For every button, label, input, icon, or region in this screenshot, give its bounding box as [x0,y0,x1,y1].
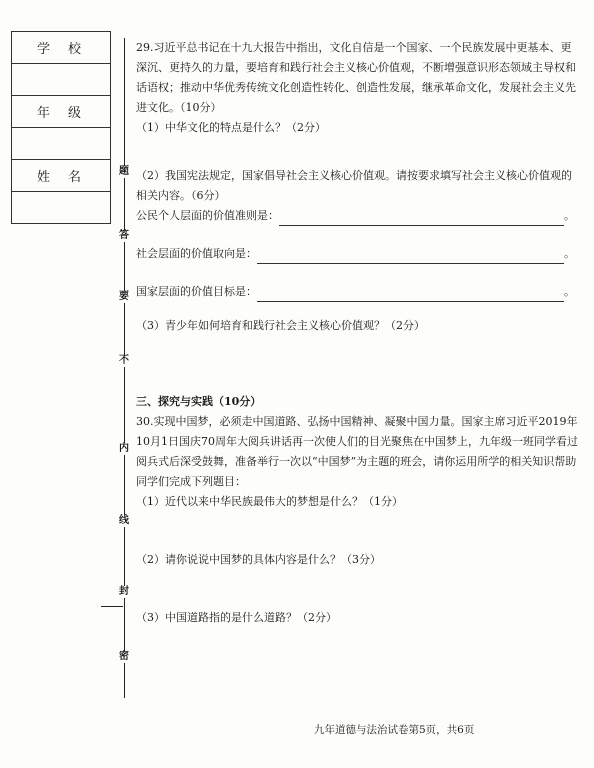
section3-title: 三、探究与实践（10分） [136,395,262,408]
grade-label: 年级 [12,96,111,128]
q29-sub1: （1）中华文化的特点是什么？（2分） [136,121,326,134]
question-content [136,38,581,628]
page-footer: 九年道德与法治试卷第5页，共6页 [314,724,475,736]
binding-char: 封 [111,586,137,598]
q29-fill2-label: 社会层面的价值取向是： [136,247,257,260]
school-field[interactable] [12,64,111,96]
binding-char: 答 [111,230,137,242]
q29-fill3-end: 。 [564,285,575,298]
name-label: 姓名 [12,160,111,192]
q29-sub3: （3）青少年如何培育和践行社会主义核心价值观？（2分） [136,319,425,332]
q29-fill2-blank[interactable] [257,249,564,264]
binding-char: 要 [111,291,137,303]
q30-stem: 30.实现中国梦，必须走中国道路、弘扬中国精神、凝聚中国力量。国家主席习近平2019年10月1日国庆70周年大阅兵讲话再一次使人们的目光聚焦在中国梦上，九年级一班同学看过阅兵式后深受鼓舞，准备举行一次以“中国梦”为主题的班会，请你运用所学的相关知识帮助同学们完成下列题目： [136,415,578,488]
q29-fill3-label: 国家层面的价值目标是： [136,285,257,298]
q29-fill3-blank[interactable] [257,287,564,302]
q29-fill1-blank[interactable] [279,211,564,226]
binding-char: 密 [111,651,137,663]
q29-sub2: （2）我国宪法规定，国家倡导社会主义核心价值观。请按要求填写社会主义核心价值观的相关内容。（6分） [136,169,572,202]
q29-fill3-row [136,282,581,302]
school-label: 学校 [12,32,111,64]
grade-field[interactable] [12,128,111,160]
binding-chars [111,0,137,768]
q30-sub2: （2）请你说说中国梦的具体内容是什么？（3分） [136,553,381,566]
binding-char: 线 [111,515,137,527]
q30-sub3: （3）中国道路指的是什么道路？（2分） [136,611,337,624]
q29-stem: 29.习近平总书记在十九大报告中指出，文化自信是一个国家、一个民族发展中更基本、更深沉、更持久的力量，要培育和践行社会主义核心价值观，不断增强意识形态领域主导权和话语权；推动中华优秀传统文化创造性转化、创造性发展，继承革命文化，发展社会主义先进文化。（10分） [136,41,576,114]
q29-fill2-row [136,244,581,264]
binding-char: 内 [111,443,137,455]
q29-fill1-row [136,206,581,226]
binding-char: 题 [111,166,137,178]
q29-fill1-label: 公民个人层面的价值准则是： [136,209,279,222]
q29-fill1-end: 。 [564,209,575,222]
binding-char: 不 [111,355,137,367]
q29-fill2-end: 。 [564,247,575,260]
q30-sub1: （1）近代以来中华民族最伟大的梦想是什么？（1分） [136,495,403,508]
name-field[interactable] [12,192,111,224]
student-info-table [11,31,111,224]
